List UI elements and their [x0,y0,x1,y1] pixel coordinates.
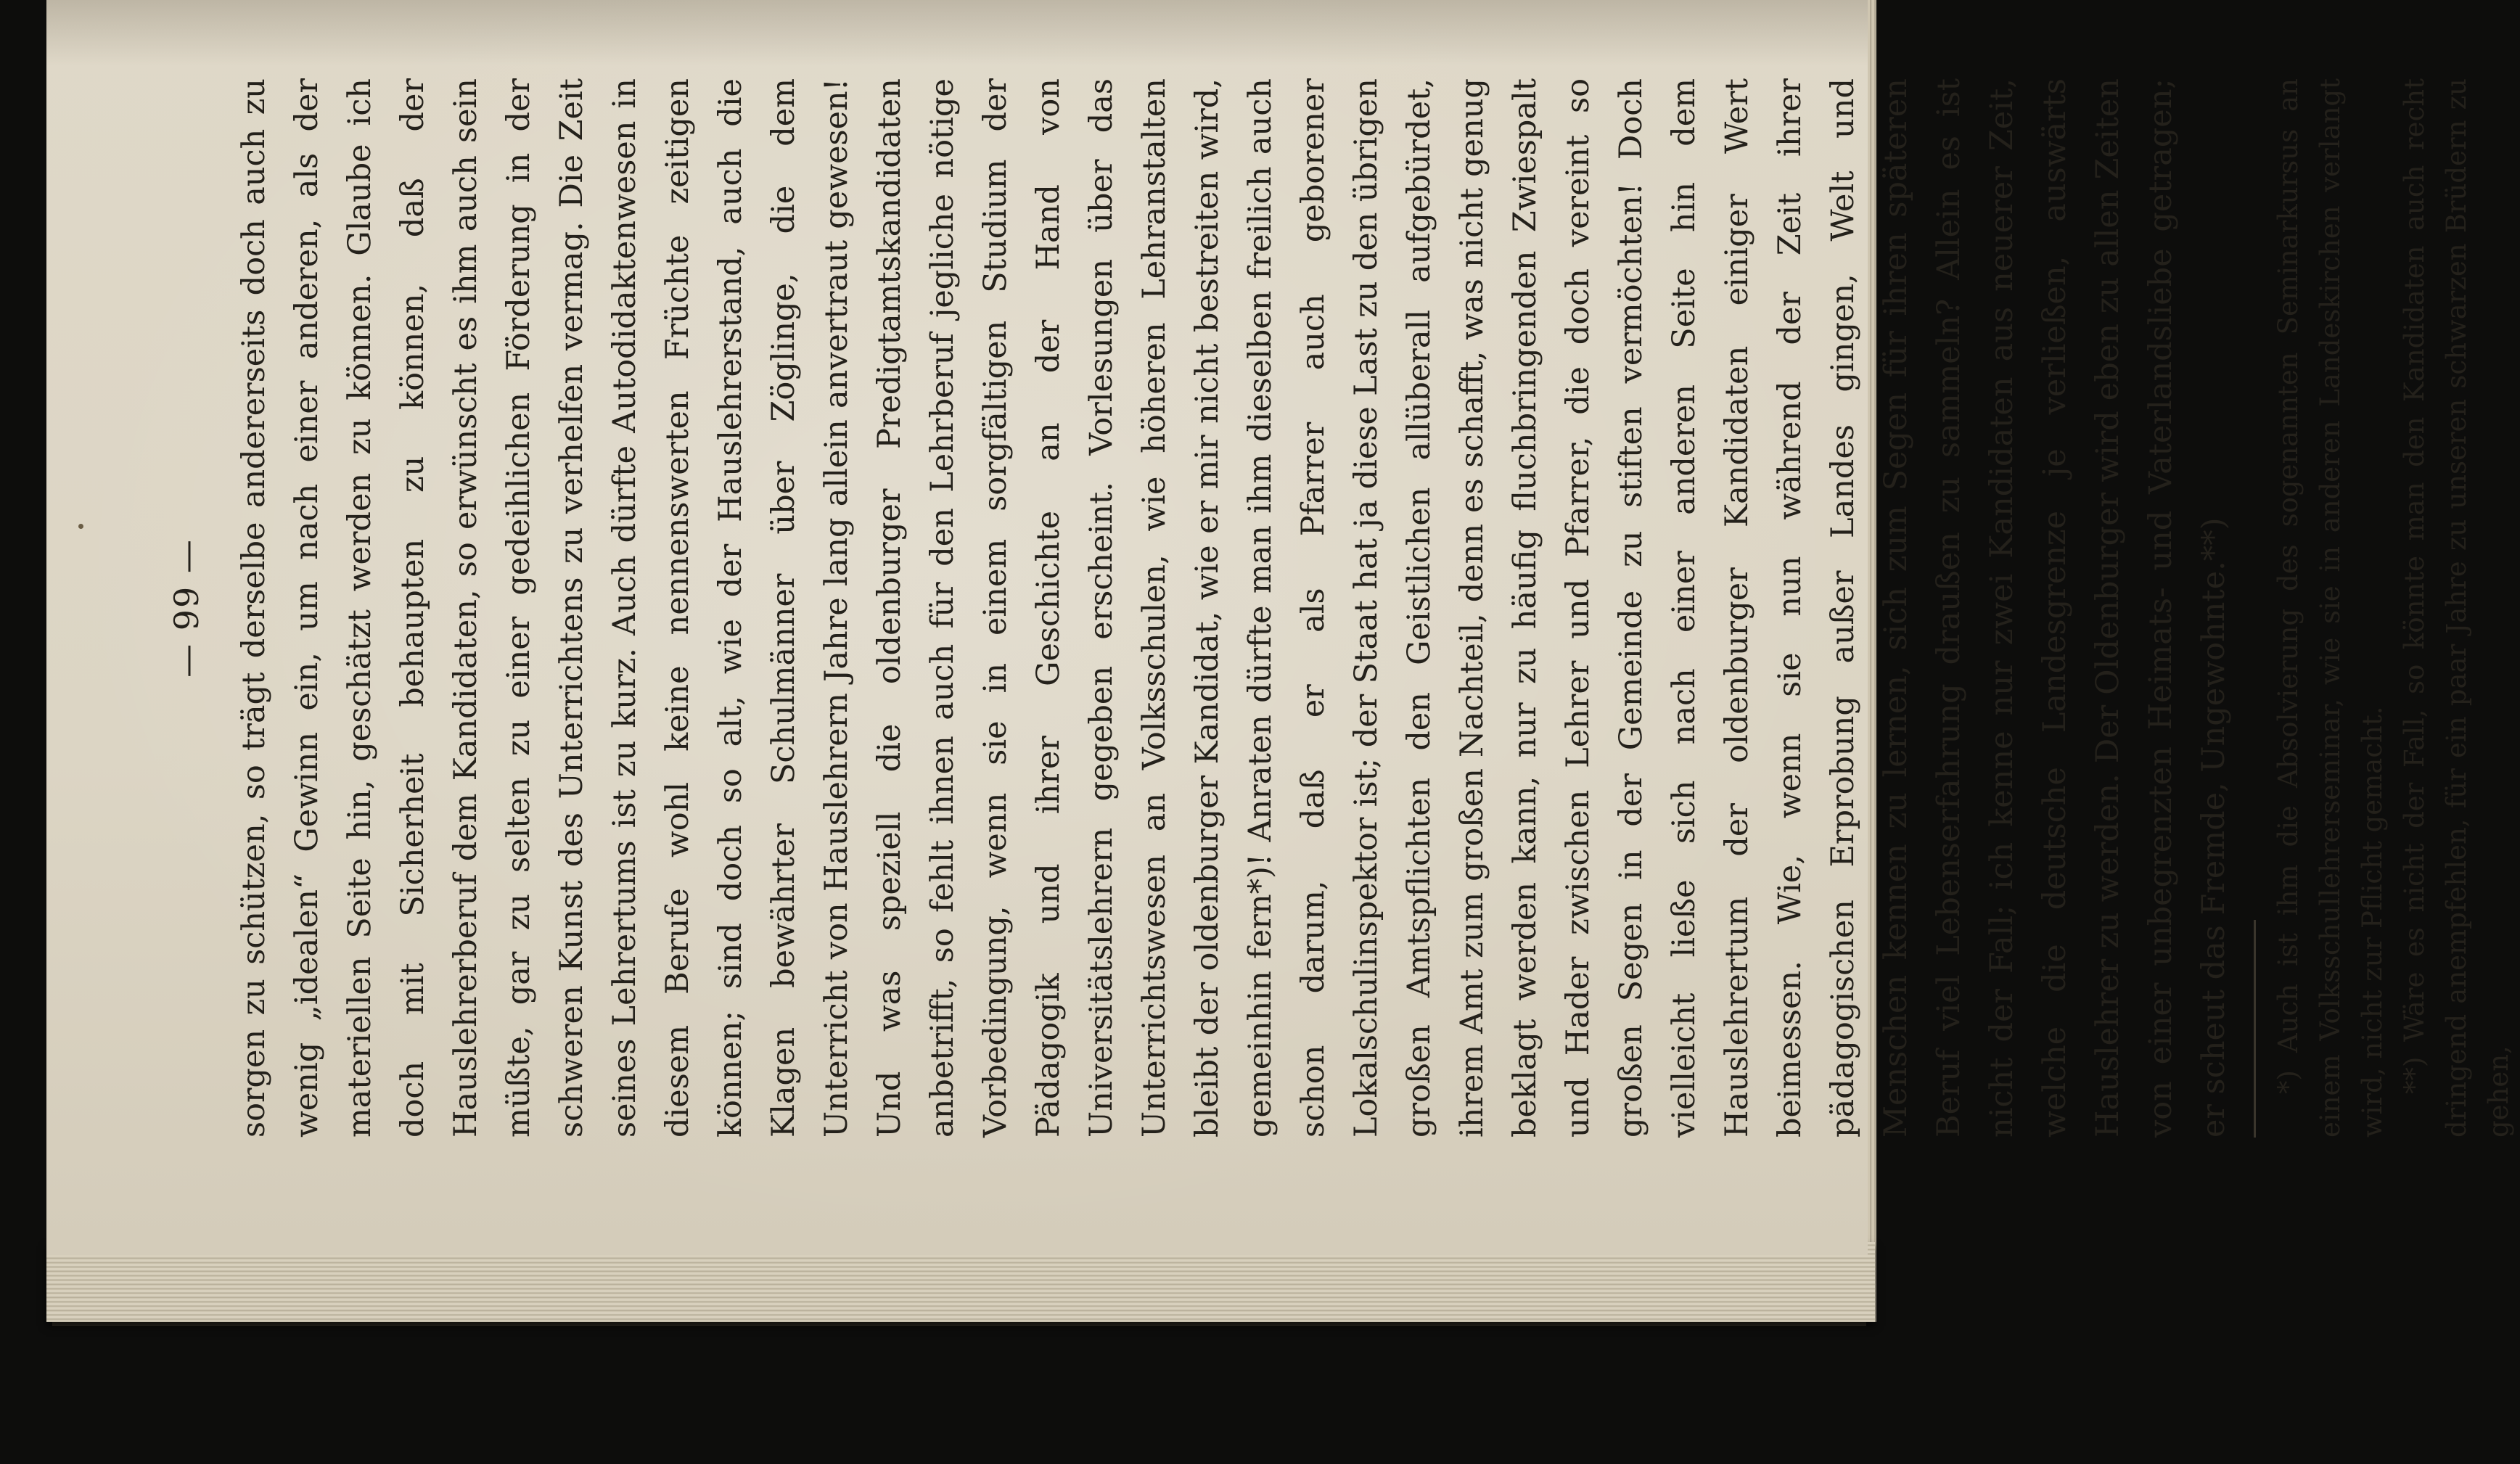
footnote-1: *) Auch ist ihm die Absolvierung des sogenannten Seminarkursus an einem Volksschullehrerseminar, wie sie in anderen Landeskirchen verlangt wird, nicht zur Pflicht gemacht. [2273,78,2388,1138]
footnote-rule [2254,920,2256,1138]
rotated-text-block [167,78,2514,1138]
footnotes [2267,78,2520,1138]
body-paragraph: sorgen zu schützen, so trägt derselbe andererseits doch auch zu wenig „idealen“ Gewinn ein, um nach einer anderen, als der materiellen Seite hin, geschätzt werden zu können. Glaube ich doch mit Sicherheit behaupten zu können, daß der Hauslehrerberuf dem Kandidaten, so erwünscht es ihm auch sein müßte, gar zu selten zu einer gedeihlichen Förderung in der schweren Kunst des Unterrichtens zu verhelfen vermag. Die Zeit seines Lehrertums ist zu kurz. Auch dürfte Autodidaktenwesen in diesem Berufe wohl keine nennenswerten Früchte zeitigen können; sind doch so alt, wie der Hauslehrerstand, auch die Klagen bewährter Schulmänner über Zöglinge, die dem Unterricht von Hauslehrern Jahre lang allein anvertraut gewesen! Und was speziell die oldenburger Predigtamtskandidaten anbetrifft, so fehlt ihnen auch für den Lehrberuf jegliche nötige Vorbedingung, wenn sie in einem sorgfältigen Studium der Pädagogik und ihrer Geschichte an der Hand von Universitätslehrern gegeben erscheint. Vorlesungen über das Unterrichtswesen an Volksschulen, wie höheren Lehranstalten bleibt der oldenburger Kandidat, wie er mir nicht bestreiten wird, gemeinhin fern*)! Anraten dürfte man ihm dieselben freilich auch schon darum, daß er als Pfarrer auch geborener Lokalschulinspektor ist; der Staat hat ja diese Last zu den übrigen großen Amtspflichten den Geistlichen allüberall aufgebürdet, ihrem Amt zum großen Nachteil, denn es schafft, was nicht genug beklagt werden kann, nur zu häufig fluchbringenden Zwiespalt und Hader zwischen Lehrer und Pfarrer, die doch vereint so großen Segen in der Gemeinde zu stiften vermöchten! Doch vielleicht ließe sich nach einer anderen Seite hin dem Hauslehrertum der oldenburger Kandidaten einiger Wert beimessen. Wie, wenn sie nun während der Zeit ihrer pädagogischen Erprobung außer Landes gingen, Welt und Menschen kennen zu lernen, sich zum Segen für ihren späteren Beruf viel Lebenserfahrung draußen zu sammeln? Allein es ist nicht der Fall; ich kenne nur zwei Kandidaten aus neuerer Zeit, welche die deutsche Landesgrenze je verließen, auswärts Hauslehrer zu werden. Der Oldenburger wird eben zu allen Zeiten von einer unbegrenzten Heimats- und Vaterlandsliebe getragen; er scheut das Fremde, Ungewohnte.**) [236,78,2232,1138]
page-number: — 99 — [167,538,206,678]
footnote-2: **) Wäre es nicht der Fall, so könnte man den Kandidaten auch recht dringend anempfehlen, für ein paar Jahre zu unseren schwarzen Brüdern zu gehen, [2399,78,2514,1138]
gutter-shadow [46,0,1868,65]
body-text [228,78,2241,1138]
paper-speck [78,524,83,529]
